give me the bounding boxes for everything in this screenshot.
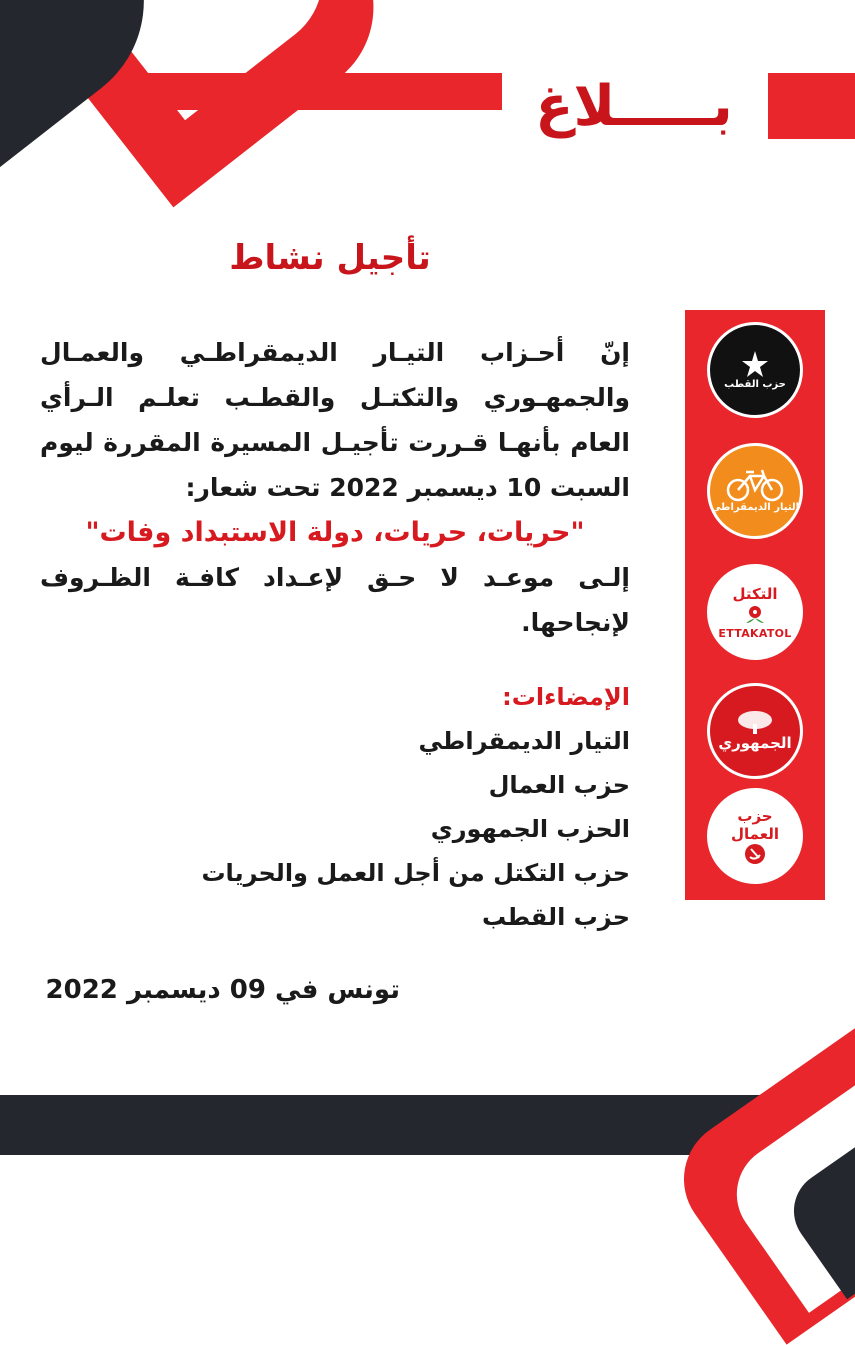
bicycle-icon — [724, 468, 786, 502]
header-bar — [120, 73, 502, 110]
signature-item: حزب القطب — [482, 903, 630, 931]
header-bar-right — [768, 73, 855, 139]
party-logos-panel — [685, 310, 825, 900]
date-line: تونس في 09 ديسمبر 2022 — [45, 975, 400, 1005]
announcement-body — [40, 330, 630, 645]
logo-oummal-label-2: العمال — [731, 825, 779, 843]
tree-icon — [735, 710, 775, 734]
page-title: بـــــلاغ — [535, 73, 733, 139]
logo-tayyar — [707, 443, 803, 539]
logo-tayyar-label: التيار الديمقراطي — [710, 502, 800, 513]
announcement-paragraph: إنّ أحـزاب التيـار الديمقراطـي والعمـال والجمهـوري والتكتـل والقطـب تعلـم الـرأي العام بأنهـا قـررت تأجيـل المسيرة المقررة ليوم السبت 10 ديسمبر 2022 تحت شعار: — [40, 338, 630, 502]
logo-joumhouri — [707, 683, 803, 779]
logo-takattol — [707, 564, 803, 660]
signature-item: حزب التكتل من أجل العمل والحريات — [201, 859, 630, 887]
signatures-heading: الإمضاءات: — [502, 683, 630, 711]
logo-takattol-label: التكتل — [732, 584, 778, 603]
logo-joumhouri-label: الجمهوري — [718, 734, 792, 752]
logo-takattol-latin: ETTAKATOL — [718, 626, 792, 640]
logo-oummal — [707, 788, 803, 884]
logo-oummal-label-1: حزب — [737, 807, 773, 825]
signature-item: الحزب الجمهوري — [430, 815, 630, 843]
announcement-closing: إلـى موعـد لا حـق لإعـداد كافـة الظـروف لإنجاحها. — [40, 563, 630, 637]
logo-qotb — [707, 322, 803, 418]
flower-icon — [742, 603, 768, 627]
signature-item: حزب العمال — [488, 771, 630, 799]
hammer-sickle-icon — [744, 843, 766, 865]
logo-qotb-label: حزب القطب — [724, 379, 786, 390]
slogan: "حريات، حريات، دولة الاستبداد وفات" — [85, 517, 585, 548]
star-icon — [740, 349, 770, 379]
signatures — [100, 675, 630, 939]
signatures-list — [100, 719, 630, 939]
subtitle: تأجيل نشاط — [229, 238, 431, 278]
signature-item: التيار الديمقراطي — [418, 727, 630, 755]
